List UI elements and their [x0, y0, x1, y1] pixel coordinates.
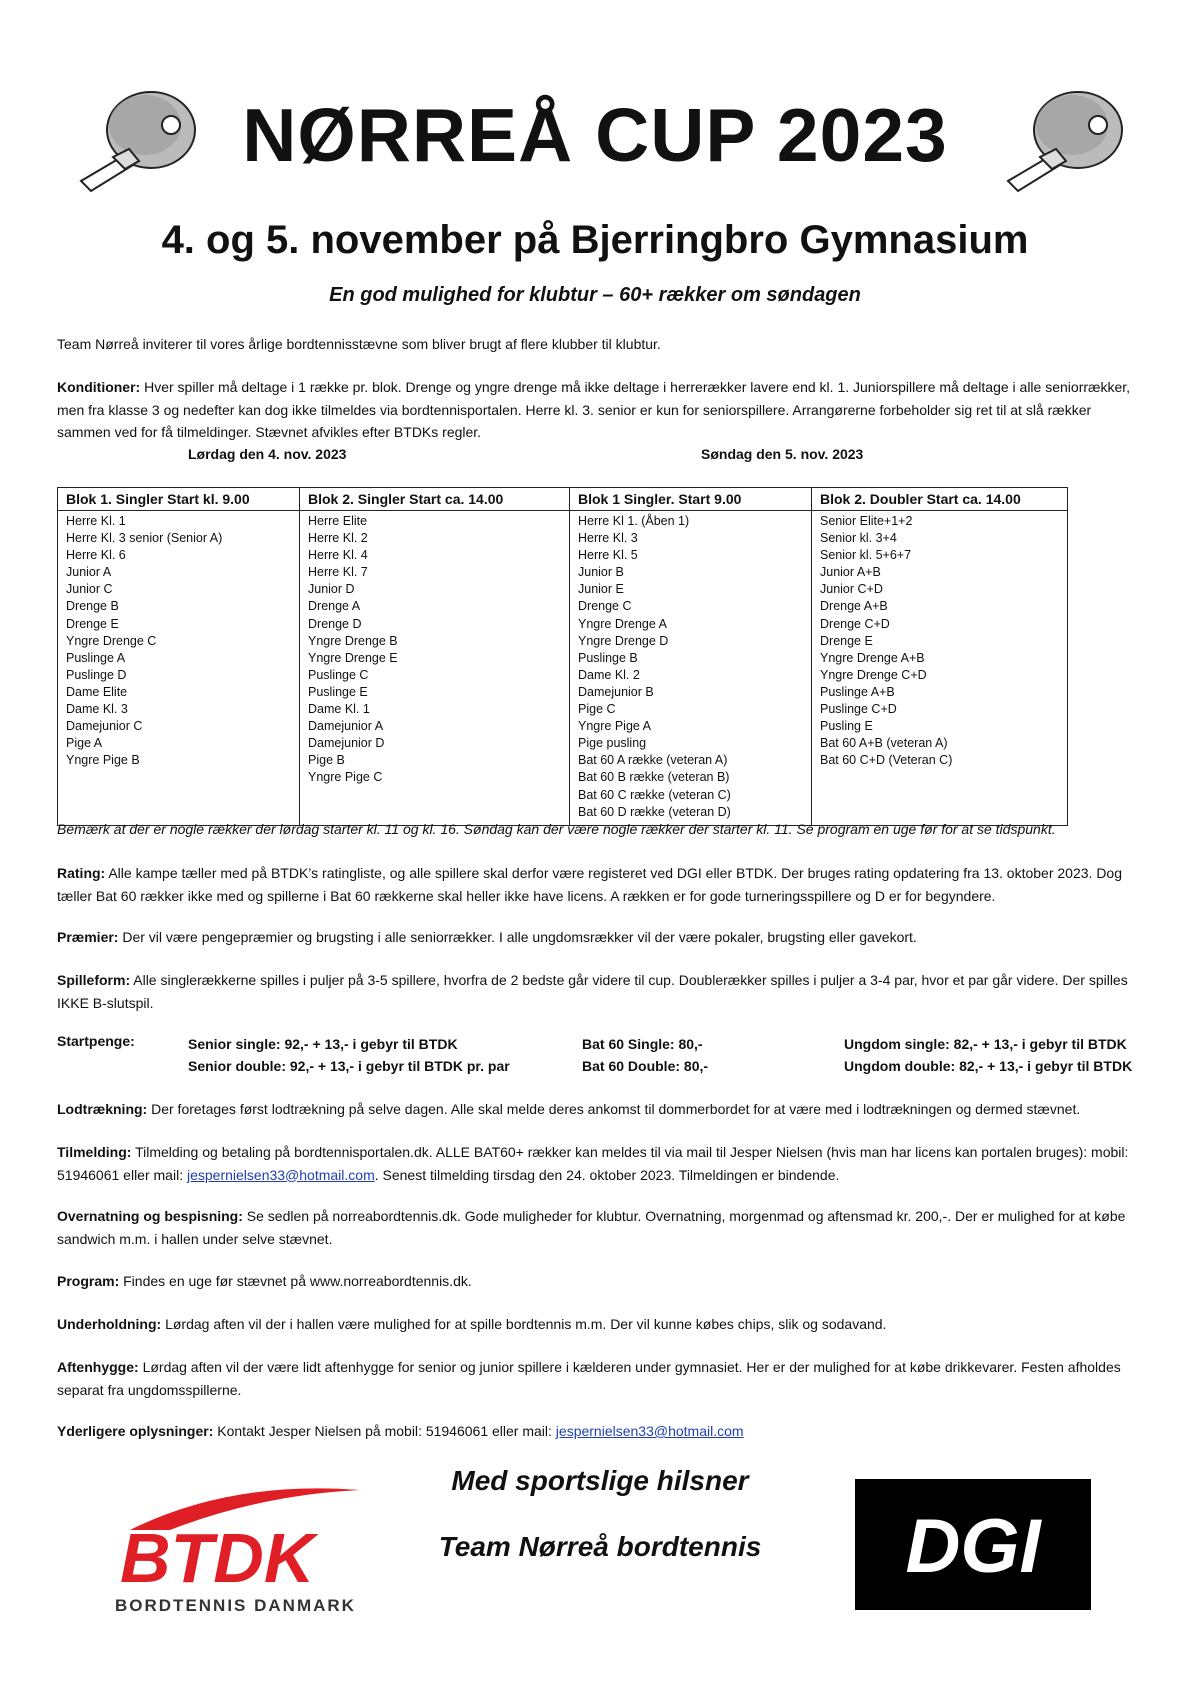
dgi-logo	[855, 1479, 1091, 1610]
block-item: Puslinge C	[308, 667, 369, 682]
btdk-logo	[110, 1470, 370, 1620]
accommodation-label: Overnatning og bespisning:	[57, 1208, 243, 1224]
draw-paragraph	[57, 1098, 1137, 1121]
block-item: Herre Kl 1. (Åben 1)	[578, 514, 690, 528]
block-item: Pige B	[308, 753, 345, 768]
program-paragraph	[57, 1270, 1137, 1293]
accommodation-paragraph	[57, 1205, 1137, 1250]
evening-label: Aftenhygge:	[57, 1359, 139, 1375]
draw-text: Der foretages først lodtrækning på selve dagen. Alle skal melde deres ankomst til dommerbordet for at være med i lodtrækningen og dermed stævnet.	[151, 1101, 1081, 1117]
block-item: Pusling E	[820, 719, 873, 734]
block-item: Herre Kl. 3 senior (Senior A)	[66, 531, 223, 546]
block-item: Herre Kl. 3	[578, 531, 638, 546]
entertainment-label: Underholdning:	[57, 1316, 162, 1332]
block-item: Yngre Drenge B	[308, 633, 398, 648]
block-header: Blok 1 Singler. Start 9.00	[570, 488, 812, 511]
fee-youth-double: Ungdom double: 82,- + 13,- i gebyr til BTDK	[844, 1058, 1133, 1074]
fees-label: Startpenge:	[57, 1033, 135, 1049]
info-text: Kontakt Jesper Nielsen på mobil: 51946061 eller mail:	[217, 1423, 552, 1439]
fee-senior-single: Senior single: 92,- + 13,- i gebyr til BTDK	[188, 1036, 458, 1052]
registration-text: Tilmelding og betaling på bordtennisportalen.dk. ALLE BAT60+ rækker kan meldes til via mail til Jesper Nielsen (hvis man har licens kan portalen bruges): mobil: 51946061 eller mail:	[57, 1144, 1129, 1183]
block-header: Blok 1. Singler Start kl. 9.00	[58, 488, 300, 511]
format-text: Alle singlerækkerne spilles i puljer på 3-5 spillere, hvorfra de 2 bedste går videre til cup. Doublerækker spilles i puljer a 3-4 par, hvor et par går videre. Der spilles IKKE B-slutspil.	[57, 972, 1128, 1011]
block-item: Pige A	[66, 736, 103, 751]
block-item: Drenge A+B	[820, 599, 888, 614]
entertainment-paragraph	[57, 1313, 1137, 1336]
intro-paragraph: Team Nørreå inviterer til vores årlige bordtennisstævne som bliver brugt af flere klubber til klubtur.	[57, 336, 661, 352]
block-list	[300, 511, 570, 826]
block-item: Puslinge B	[578, 650, 638, 665]
schedule-note: Bemærk at der er nogle rækker der lørdag starter kl. 11 og kl. 16. Søndag kan der være nogle rækker der starter kl. 11. Se program en uge før for at se tidspunkt.	[57, 821, 1056, 837]
block-item: Yngre Pige B	[66, 753, 140, 768]
program-label: Program:	[57, 1273, 120, 1289]
block-item: Senior Elite+1+2	[820, 514, 913, 528]
btdk-logo-text: BTDK	[120, 1519, 315, 1597]
fee-bat60-double: Bat 60 Double: 80,-	[582, 1058, 709, 1074]
block-item: Yngre Drenge D	[578, 633, 669, 648]
page-title: NØRREÅ CUP 2023	[242, 93, 948, 177]
block-item: Junior C	[66, 582, 113, 597]
block-item: Senior kl. 5+6+7	[820, 548, 912, 563]
evening-text: Lørdag aften vil der være lidt aftenhygge for senior og junior spillere i kælderen under gymnasiet. Her er der mulighed for at købe drikkevarer. Festen afholdes separat fra ungdomsspillerne.	[57, 1359, 1121, 1398]
signoff-line2: Team Nørreå bordtennis	[438, 1531, 762, 1562]
block-item: Damejunior D	[308, 736, 385, 751]
block-item: Yngre Drenge A	[578, 616, 667, 631]
block-item: Bat 60 A række (veteran A)	[578, 753, 728, 768]
rating-label: Rating:	[57, 865, 106, 881]
saturday-heading: Lørdag den 4. nov. 2023	[188, 446, 347, 462]
block-item: Herre Kl. 5	[578, 548, 638, 563]
block-item: Herre Kl. 1	[66, 514, 126, 528]
block-item: Drenge C	[578, 599, 632, 614]
block-item: Drenge B	[66, 599, 119, 614]
block-item: Drenge C+D	[820, 616, 890, 631]
block-list	[58, 511, 300, 826]
format-paragraph	[57, 969, 1137, 1014]
program-text: Findes en uge før stævnet på www.norreabordtennis.dk.	[123, 1273, 472, 1289]
registration-email-link[interactable]: jespernielsen33@hotmail.com	[186, 1166, 375, 1183]
block-item: Yngre Drenge C+D	[820, 667, 927, 682]
evening-paragraph	[57, 1356, 1137, 1401]
blocks-body-row	[58, 511, 1068, 826]
block-item: Dame Kl. 1	[308, 702, 370, 717]
fee-senior-double: Senior double: 92,- + 13,- i gebyr til BTDK pr. par	[188, 1058, 510, 1074]
block-item: Damejunior B	[578, 684, 654, 699]
draw-label: Lodtrækning:	[57, 1101, 148, 1117]
rating-paragraph	[57, 862, 1137, 907]
conditions-text: Hver spiller må deltage i 1 række pr. blok. Drenge og yngre drenge må ikke deltage i herrerækker lavere end kl. 1. Juniorspillere må deltage i alle seniorrækker, men fra klasse 3 og nedefter kan dog ikke tilmeldes via bordtennisportalen. Herre kl. 3. senior er kun for seniorspillere. Arrangørerne forbeholder sig ret til at slå rækker sammen ved for få tilmeldinger. Stævnet afvikles efter BTDKs regler.	[57, 379, 1131, 440]
block-item: Yngre Pige A	[578, 719, 651, 734]
block-item: Herre Kl. 6	[66, 548, 126, 563]
registration-text-end: . Senest tilmelding tirsdag den 24. oktober 2023. Tilmeldingen er bindende.	[374, 1166, 840, 1183]
block-item: Yngre Drenge A+B	[820, 650, 925, 665]
block-item: Yngre Pige C	[308, 770, 383, 785]
prizes-label: Præmier:	[57, 929, 119, 945]
block-item: Bat 60 D række (veteran D)	[578, 804, 731, 819]
btdk-logo-subtext: BORDTENNIS DANMARK	[115, 1596, 356, 1615]
block-item: Herre Kl. 7	[308, 565, 368, 580]
event-subtitle: 4. og 5. november på Bjerringbro Gymnasium	[161, 218, 1029, 262]
blocks-table	[57, 487, 1068, 826]
rating-text: Alle kampe tæller med på BTDK’s ratingliste, og alle spillere skal derfor være registeret ved DGI eller BTDK. Der bruges rating opdatering fra 13. oktober 2023. Dog tæller Bat 60 rækker ikke med og spillerne i Bat 60 rækkerne skal heller ikke have licens. A rækken er for gode turneringsspillere og D er for begyndere.	[57, 865, 1123, 904]
conditions-label: Konditioner:	[57, 379, 141, 395]
accommodation-text: Se sedlen på norreabordtennis.dk. Gode muligheder for klubtur. Overnatning, morgenmad og aftensmad kr. 200,-. Der er mulighed for at købe sandwich m.m. i hallen under selve stævnet.	[57, 1208, 1126, 1247]
prizes-paragraph	[57, 926, 1137, 949]
block-item: Junior C+D	[820, 582, 883, 597]
sunday-heading: Søndag den 5. nov. 2023	[701, 446, 864, 462]
block-item: Damejunior C	[66, 719, 143, 734]
block-item: Puslinge C+D	[820, 702, 897, 717]
registration-paragraph	[57, 1141, 1137, 1186]
blocks-header-row	[58, 488, 1068, 511]
signoff-line1: Med sportslige hilsner	[451, 1465, 749, 1496]
block-item: Yngre Drenge E	[308, 650, 398, 665]
entertainment-text: Lørdag aften vil der i hallen være mulighed for at spille bordtennis m.m. Der vil kunne købes chips, slik og sodavand.	[165, 1316, 887, 1332]
block-item: Drenge A	[308, 599, 361, 614]
block-item: Herre Kl. 2	[308, 531, 368, 546]
block-item: Dame Kl. 2	[578, 667, 640, 682]
block-item: Drenge E	[820, 633, 873, 648]
block-item: Senior kl. 3+4	[820, 531, 897, 546]
block-list	[812, 511, 1068, 826]
format-label: Spilleform:	[57, 972, 131, 988]
block-item: Drenge E	[66, 616, 119, 631]
block-item: Puslinge D	[66, 667, 127, 682]
fee-youth-single: Ungdom single: 82,- + 13,- i gebyr til BTDK	[844, 1036, 1127, 1052]
block-item: Junior A+B	[820, 565, 881, 580]
block-item: Dame Elite	[66, 684, 128, 699]
block-item: Bat 60 C+D (Veteran C)	[820, 753, 953, 768]
event-tagline: En god mulighed for klubtur – 60+ rækker om søndagen	[329, 284, 861, 306]
block-item: Bat 60 C række (veteran C)	[578, 787, 731, 802]
fee-bat60-single: Bat 60 Single: 80,-	[582, 1036, 703, 1052]
block-item: Junior D	[308, 582, 355, 597]
block-item: Bat 60 A+B (veteran A)	[820, 736, 948, 751]
info-email-link[interactable]: jespernielsen33@hotmail.com	[555, 1423, 744, 1439]
block-item: Pige C	[578, 702, 616, 717]
prizes-text: Der vil være pengepræmier og brugsting i alle seniorrækker. I alle ungdomsrækker vil der være pokaler, brugsting eller gavekort.	[122, 929, 917, 945]
block-item: Drenge D	[308, 616, 362, 631]
block-header: Blok 2. Singler Start ca. 14.00	[300, 488, 570, 511]
info-label: Yderligere oplysninger:	[57, 1423, 214, 1439]
block-item: Pige pusling	[578, 736, 647, 751]
block-item: Herre Kl. 4	[308, 548, 368, 563]
block-item: Damejunior A	[308, 719, 384, 734]
block-item: Dame Kl. 3	[66, 702, 128, 717]
block-item: Puslinge A+B	[820, 684, 895, 699]
dgi-logo-text: DGI	[905, 1504, 1041, 1589]
block-list	[570, 511, 812, 826]
info-paragraph	[57, 1420, 1137, 1443]
block-item: Herre Elite	[308, 514, 368, 528]
block-item: Yngre Drenge C	[66, 633, 157, 648]
block-header: Blok 2. Doubler Start ca. 14.00	[812, 488, 1068, 511]
conditions-paragraph	[57, 376, 1137, 444]
block-item: Puslinge A	[66, 650, 126, 665]
block-item: Junior B	[578, 565, 624, 580]
block-item: Junior E	[578, 582, 624, 597]
block-item: Bat 60 B række (veteran B)	[578, 770, 730, 785]
block-item: Junior A	[66, 565, 112, 580]
registration-label: Tilmelding:	[57, 1144, 132, 1160]
block-item: Puslinge E	[308, 684, 368, 699]
